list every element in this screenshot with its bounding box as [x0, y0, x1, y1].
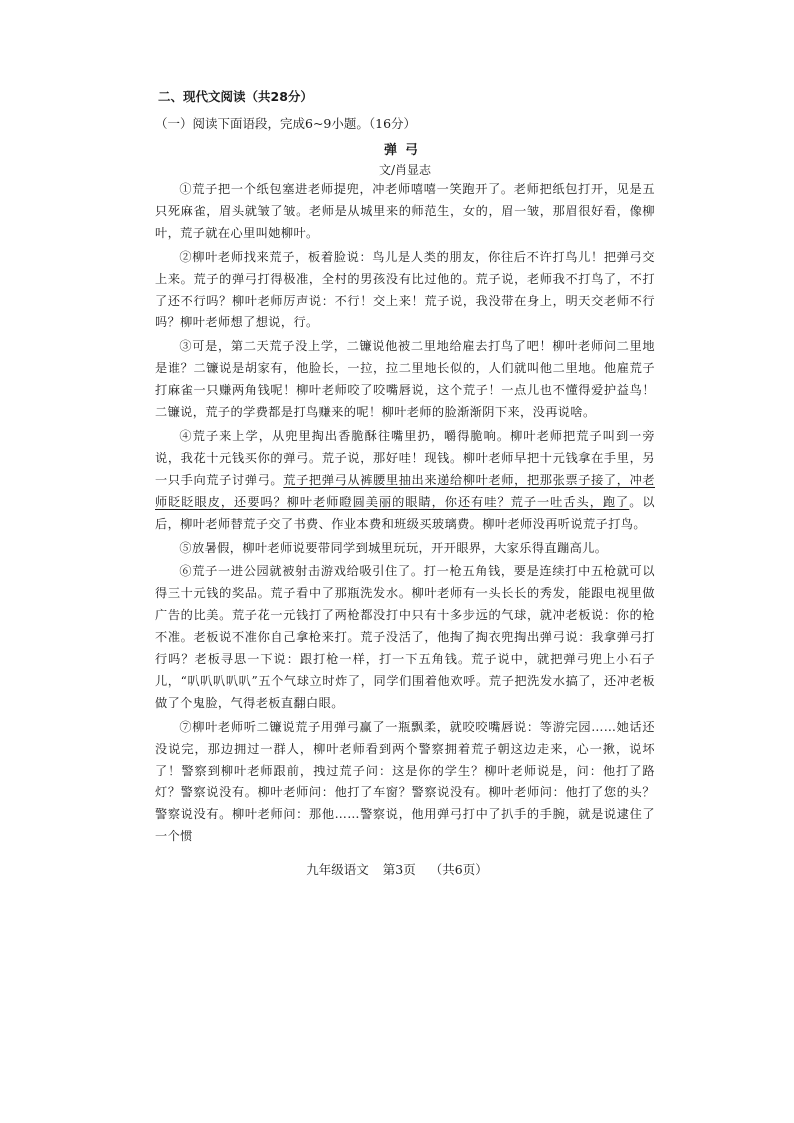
paragraph-2: ②柳叶老师找来荒子，板着脸说：鸟儿是人类的朋友，你往后不许打鸟儿！把弹弓交上来。荒子的弹弓打得极准，全村的男孩没有比过他的。荒子说，老师我不打鸟了，不打了还不行吗？柳叶老师厉声说：不行！交上来！荒子说，我没带在身上，明天交老师不行吗？柳叶老师想了想说，行。 — [155, 249, 655, 330]
page-footer — [0, 860, 794, 880]
footer-subject: 九年级语文 — [306, 862, 369, 877]
paragraph-6: ⑥荒子一进公园就被射击游戏给吸引住了。打一枪五角钱，要是连续打中五枪就可以得三十元钱的奖品。荒子看中了那瓶洗发水。柳叶老师有一头长长的秀发，能跟电视里做广告的比美。荒子花一元钱打了两枪都没打中只有十多步远的气球，就冲老板说：你的枪不准。老板说不准你自己拿枪来打。荒子没活了，他掏了掏衣兜掏出弹弓说：我拿弹弓打行吗？老板寻思一下说：跟打枪一样，打一下五角钱。荒子说中，就把弹弓兜上小石子儿，“叭叭叭叭叭”五个气球立时炸了，同学们围着他欢呼。荒子把洗发水搞了，还冲老板做了个鬼脸，气得老板直翻白眼。 — [155, 564, 655, 710]
paragraph-7: ⑦柳叶老师听二镰说荒子用弹弓赢了一瓶飘柔，就咬咬嘴唇说：等游完园……她话还没说完，那边拥过一群人，柳叶老师看到两个警察拥着荒子朝这边走来，心一揪，说坏了！警察到柳叶老师跟前，拽过荒子问：这是你的学生？柳叶老师说是，问：他打了路灯？警察说没有。柳叶老师问：他打了车窗？警察说没有。柳叶老师问：他打了您的头？警察说没有。柳叶老师问：那他……警察说，他用弹弓打中了扒手的手腕，就是说逮住了一个惯 — [155, 719, 655, 844]
paragraph-4 — [155, 426, 655, 536]
question-instruction: （一）阅读下面语段，完成6~9小题。（16分） — [155, 116, 417, 131]
paragraph-4-part-1: ④荒子来上学，从兜里掏出香脆酥往嘴里扔，嚼得脆响。柳叶老师把荒子叫到一旁说，我花十元钱买你的弹弓。荒子说，那好哇！现钱。柳叶老师早把十元钱拿在手里，另一只手向荒子讨弹弓。 — [155, 428, 655, 487]
paragraph-1: ①荒子把一个纸包塞进老师提兜，冲老师嘻嘻一笑跑开了。老师把纸包打开，见是五只死麻雀，眉头就皱了皱。老师是从城里来的师范生，女的，眉一皱，那眉很好看，像柳叶，荒子就在心里叫她柳叶。 — [155, 182, 655, 240]
paragraph-4-part-2: 。以后，柳叶老师替荒子交了书费、作业本费和班级买玻璃费。柳叶老师没再听说荒子打鸟。 — [155, 494, 655, 531]
section-title: 二、现代文阅读（共28分） — [158, 89, 313, 104]
story-author: 文/肖显志 — [378, 163, 432, 177]
underlined-sentence: 荒子把弹弓从裤腰里抽出来递给柳叶老师，把那张票子接了，冲老师眨眨眼皮，还要吗？柳叶老师瞪圆美丽的眼睛，你还有哇？荒子一吐舌头，跑了 — [155, 472, 655, 509]
paragraph-5: ⑤放暑假，柳叶老师说要带同学到城里玩玩，开开眼界，大家乐得直蹦高儿。 — [179, 540, 608, 555]
footer-total-pages: （共6页） — [429, 862, 488, 877]
story-title: 弹弓 — [383, 143, 426, 158]
reading-section — [155, 86, 655, 848]
paragraph-3: ③可是，第二天荒子没上学，二镰说他被二里地给雇去打鸟了吧！柳叶老师问二里地是谁？二镰说是胡家有，他脸长，一拉，拉二里地长似的，人们就叫他二里地。他雇荒子打麻雀一只赚两角钱呢！柳叶老师咬了咬嘴唇说，这个荒子！一点儿也不懂得爱护益鸟！二镰说，荒子的学费都是打鸟赚来的呢！柳叶老师的脸渐渐阴下来，没再说啥。 — [155, 339, 655, 420]
footer-page-number: 第3页 — [382, 862, 416, 877]
